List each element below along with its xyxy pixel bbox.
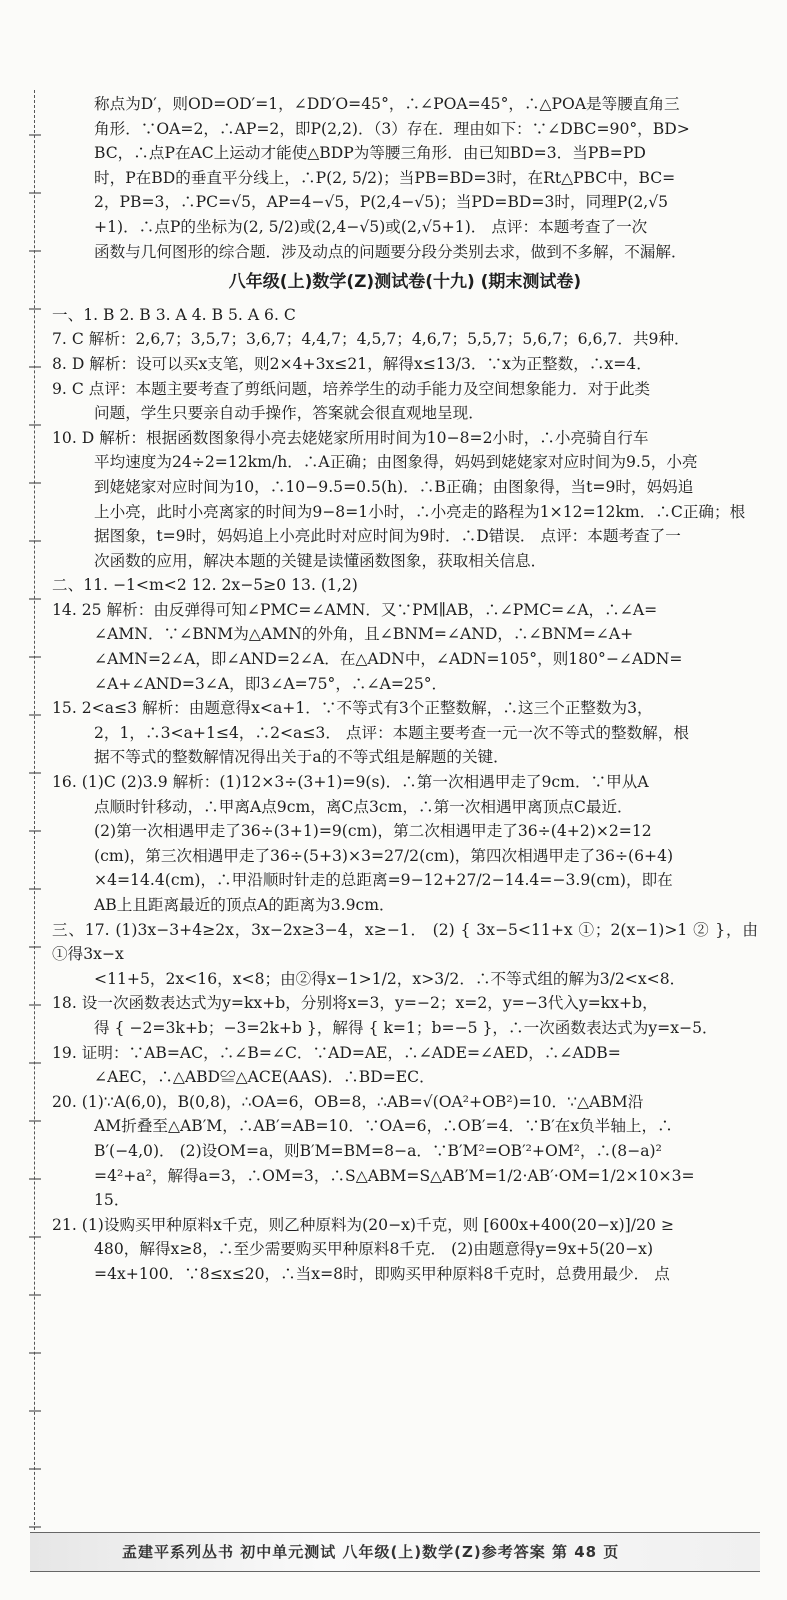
answer-line-a20a: 20. (1)∵A(6,0)，B(0,8)，∴OA=6，OB=8，∴AB=√(OA²+OB²)=10．∵△ABM沿 [52, 1092, 644, 1111]
answer-line-a20c: B′(−4,0)． (2)设OM=a，则B′M=BM=8−a．∵B′M²=OB′²+OM²，∴(8−a)² [94, 1141, 662, 1160]
section-title: 八年级(上)数学(Z)测试卷(十九) (期末测试卷) [228, 272, 582, 293]
text-line: 函数与几何图形的综合题．涉及动点的问题要分段分类别去求，做到不多解，不漏解． [94, 242, 687, 261]
answer-line-a8: 8. D 解析：设可以买x支笔，则2×4+3x≤21，解得x≤13/3．∵x为正整数，∴x=4． [52, 354, 652, 373]
answer-line-a21a: 21. (1)设购买甲种原料x千克，则乙种原料为(20−x)千克，则 [600x+400(20−x)]/20 ≥ [52, 1215, 674, 1234]
answer-line-a16a: 16. (1)C (2)3.9 解析：(1)12×3÷(3+1)=9(s)．∴第一次相遇甲走了9cm．∵甲从A [52, 773, 649, 792]
answer-line-a10c: 到姥姥家对应时间为10，∴10−9.5=0.5(h)．∴B正确；由图象得，当t=9时，妈妈追 [94, 477, 694, 496]
text-line: 称点为D′，则OD=OD′=1，∠DD′O=45°，∴∠POA=45°，∴△POA是等腰直角三 [94, 95, 680, 113]
answer-line-a10f: 次函数的应用，解决本题的关键是读懂函数图象，获取相关信息． [94, 551, 547, 570]
footer-text: 孟建平系列丛书 初中单元测试 八年级(上)数学(Z)参考答案 第 48 页 [122, 1543, 620, 1561]
answer-line-a15b: 2，1，∴3<a+1≤4，∴2<a≤3． 点评：本题主要考查一元一次不等式的整数解，根 [94, 723, 689, 742]
answer-line-a10a: 10. D 解析：根据函数图象得小亮去姥姥家所用时间为10−8=2小时，∴小亮骑自行车 [52, 428, 649, 447]
answer-line-a20b: AM折叠至△AB′M，∴AB′=AB=10．∵OA=6，∴OB′=4．∵B′在x负半轴上，∴ [94, 1117, 673, 1136]
text-line: BC，∴点P在AC上运动才能使△BDP为等腰三角形．由已知BD=3．当PB=PD [94, 144, 646, 163]
answer-line-a16e: ×4=14.4(cm)，∴甲沿顺时针走的总距离=9−12+27/2−14.4=−3.9(cm)，即在 [94, 871, 673, 890]
answer-line-a7: 7. C 解析：2,6,7；3,5,7；3,6,7；4,4,7；4,5,7；4,6,7；5,5,7；5,6,7；6,6,7．共9种． [52, 330, 690, 349]
answer-line-a9b: 问题，学生只要亲自动手操作，答案就会很直观地呈现． [94, 404, 484, 423]
answer-line-a18a: 18. 设一次函数表达式为y=kx+b，分别将x=3，y=−2；x=2，y=−3代入y=kx+b， [52, 994, 658, 1013]
answer-line-a9a: 9. C 点评：本题主要考查了剪纸问题，培养学生的动手能力及空间想象能力．对于此类 [52, 379, 651, 398]
answer-line-a18b: 得 { −2=3k+b；−3=2k+b }，解得 { k=1；b=−5 }，∴一次函数表达式为y=x−5． [94, 1018, 718, 1037]
answer-line-a1: 一、1. B 2. B 3. A 4. B 5. A 6. C [52, 305, 296, 324]
answer-line-a15c: 据不等式的整数解情况得出关于a的不等式组是解题的关键． [94, 748, 509, 767]
text-line: 角形．∵OA=2，∴AP=2，即P(2,2)．（3）存在．理由如下：∵∠DBC=90°，BD> [94, 119, 690, 138]
page-footer [30, 1532, 760, 1572]
answer-line-a16d: (cm)，第三次相遇甲走了36÷(5+3)×3=27/2(cm)，第四次相遇甲走了36÷(6+4) [94, 846, 674, 865]
binding-margin [34, 90, 43, 1550]
answer-line-a17b: <11+5，2x<16，x<8；由②得x−1>1/2，x>3/2．∴不等式组的解为3/2<x<8． [94, 969, 686, 988]
answer-line-a15a: 15. 2<a≤3 解析：由题意得x<a+1．∵不等式有3个正整数解，∴这三个正整数为3， [52, 699, 653, 718]
answer-line-a21c: =4x+100．∵8≤x≤20，∴当x=8时，即购买甲种原料8千克时，总费用最少． 点 [94, 1264, 670, 1283]
answer-line-a14d: ∠A+∠AND=3∠A，即3∠A=75°，∴∠A=25°． [94, 674, 448, 693]
answer-line-a10b: 平均速度为24÷2=12km/h．∴A正确；由图象得，妈妈到姥姥家对应时间为9.5，小亮 [94, 453, 698, 472]
text-line: 2，PB=3，∴PC=√5，AP=4−√5，P(2,4−√5)；当PD=BD=3时，同理P(2,√5 [94, 193, 669, 212]
answer-line-a20e: 15． [94, 1191, 130, 1210]
answer-line-a10d: 上小亮，此时小亮离家的时间为9−8=1小时，∴小亮走的路程为1×12=12km．∴C正确；根 [94, 502, 746, 521]
answer-line-a14b: ∠AMN．∵∠BNM为△AMN的外角，且∠BNM=∠AND，∴∠BNM=∠A+ [94, 625, 634, 644]
answer-line-a19b: ∠AEC，∴△ABD≌△ACE(AAS)．∴BD=EC． [94, 1068, 435, 1087]
text-line: +1)．∴点P的坐标为(2, 5/2)或(2,4−√5)或(2,√5+1)． 点评：本题考查了一次 [94, 217, 648, 236]
answer-line-a14a: 14. 25 解析：由反弹得可知∠PMC=∠AMN．又∵PM∥AB，∴∠PMC=∠A，∴∠A= [52, 600, 658, 619]
answer-list [52, 303, 758, 1287]
answer-line-a17a: 三、17. (1)3x−3+4≥2x，3x−2x≥3−4，x≥−1． (2) { 3x−5<11+x ①；2(x−1)>1 ② }，由①得3x−x [52, 920, 758, 964]
answer-line-a19a: 19. 证明：∵AB=AC，∴∠B=∠C．∵AD=AE，∴∠ADE=∠AED，∴∠ADB= [52, 1043, 621, 1062]
text-line: 时，P在BD的垂直平分线上，∴P(2, 5/2)；当PB=BD=3时，在Rt△PBC中，BC= [94, 168, 676, 187]
answer-line-a16b: 点顺时针移动，∴甲离A点9cm，离C点3cm，∴第一次相遇甲离顶点C最近． [94, 797, 633, 816]
answer-content [52, 92, 758, 1287]
answer-line-a11: 二、11. −1<m<2 12. 2x−5≥0 13. (1,2) [52, 576, 358, 595]
answer-line-a21b: 480，解得x≥8，∴至少需要购买甲种原料8千克． (2)由题意得y=9x+5(20−x) [94, 1240, 654, 1259]
answer-line-a16c: (2)第一次相遇甲走了36÷(3+1)=9(cm)，第二次相遇甲走了36÷(4+2)×2=12 [94, 822, 652, 841]
answer-line-a10e: 据图象，t=9时，妈妈追上小亮此时对应时间为9时．∴D错误． 点评：本题考查了一 [94, 527, 681, 546]
answer-line-a20d: =4²+a²，解得a=3，∴OM=3，∴S△ABM=S△AB′M=1/2·AB′·OM=1/2×10×3= [94, 1166, 695, 1185]
answer-line-a14c: ∠AMN=2∠A，即∠AND=2∠A．在△ADN中，∠ADN=105°，则180°−∠ADN= [94, 650, 683, 669]
answer-line-a16f: AB上且距离最近的顶点A的距离为3.9cm． [94, 896, 395, 914]
